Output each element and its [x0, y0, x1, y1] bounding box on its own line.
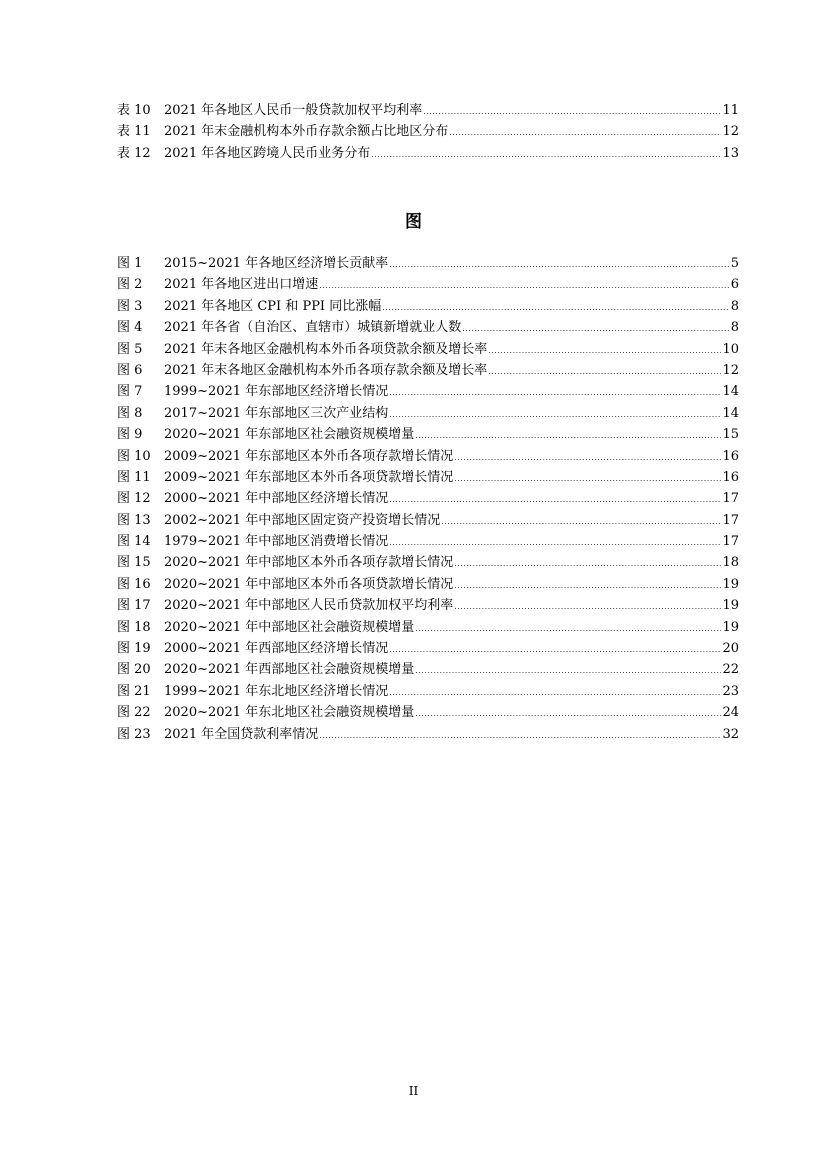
toc-entry-number: 图 10: [117, 448, 151, 464]
toc-entry-number: 表 10: [117, 103, 151, 118]
toc-entry-number: 图 19: [117, 641, 151, 657]
figure-toc-entry[interactable]: [117, 531, 739, 552]
toc-entry-page-number: 17: [722, 512, 739, 528]
toc-dot-leader: [389, 532, 721, 553]
toc-entry-number: 图 2: [117, 277, 143, 293]
toc-entry-number: 图 22: [117, 705, 151, 721]
toc-entry-page-number: 19: [722, 598, 739, 614]
toc-entry-page-number: 23: [722, 683, 739, 699]
figure-toc-entry[interactable]: [117, 638, 739, 659]
toc-entry-page-number: 18: [722, 555, 739, 571]
toc-entry-page-number: 32: [722, 726, 739, 742]
toc-dot-leader: [415, 703, 721, 724]
page-number: II: [408, 1084, 419, 1098]
toc-entry-number: 表 11: [117, 124, 151, 140]
toc-entry-title: 2020~2021 年中部地区本外币各项贷款增长情况: [164, 576, 454, 592]
toc-dot-leader: [415, 425, 721, 446]
toc-entry-number: 图 16: [117, 576, 151, 592]
toc-entry-title: 2021 年各地区人民币一般贷款加权平均利率: [164, 103, 423, 118]
figure-toc-entry[interactable]: [117, 681, 739, 702]
toc-entry-number: 图 6: [117, 362, 143, 378]
toc-entry-title: 2000~2021 年中部地区经济增长情况: [164, 491, 389, 507]
table-toc-entry[interactable]: [117, 121, 739, 142]
toc-entry-number: 图 23: [117, 726, 151, 742]
table-toc-entry[interactable]: [117, 143, 739, 164]
figure-toc-entry[interactable]: [117, 595, 739, 616]
toc-entry-page-number: 16: [722, 469, 739, 485]
toc-entry-title: 2000~2021 年西部地区经济增长情况: [164, 641, 389, 657]
toc-entry-page-number: 24: [722, 705, 739, 721]
toc-entry-title: 2002~2021 年中部地区固定资产投资增长情况: [164, 512, 441, 528]
toc-entry-page-number: 11: [722, 103, 739, 118]
toc-entry-page-number: 17: [722, 491, 739, 507]
toc-entry-title: 2020~2021 年中部地区本外币各项存款增长情况: [164, 555, 454, 571]
figure-toc-entry[interactable]: [117, 381, 739, 402]
toc-entry-number: 图 3: [117, 298, 143, 314]
toc-dot-leader: [454, 468, 721, 489]
toc-entry-title: 2021 年各省（自治区、直辖市）城镇新增就业人数: [164, 320, 462, 336]
figure-toc-entry[interactable]: [117, 574, 739, 595]
toc-dot-leader: [454, 447, 721, 468]
toc-entry-title: 2020~2021 年中部地区人民币贷款加权平均利率: [164, 598, 454, 614]
toc-dot-leader: [449, 122, 721, 143]
toc-entry-number: 图 7: [117, 384, 143, 400]
toc-entry-title: 2009~2021 年东部地区本外币各项存款增长情况: [164, 448, 454, 464]
toc-entry-number: 表 12: [117, 145, 151, 161]
toc-entry-page-number: 12: [722, 124, 739, 140]
toc-entry-page-number: 14: [722, 405, 739, 421]
toc-dot-leader: [389, 382, 721, 403]
toc-entry-number: 图 4: [117, 320, 143, 336]
table-toc-entry[interactable]: [117, 100, 739, 121]
toc-entry-number: 图 20: [117, 662, 151, 678]
figures-heading: 图: [405, 212, 422, 232]
figure-toc-entry[interactable]: [117, 296, 739, 317]
figure-toc-entry[interactable]: [117, 552, 739, 573]
toc-entry-number: 图 15: [117, 555, 151, 571]
toc-entry-page-number: 5: [730, 256, 739, 271]
toc-entry-page-number: 20: [722, 641, 739, 657]
toc-entry-page-number: 8: [730, 298, 739, 314]
figure-toc-entry[interactable]: [117, 488, 739, 509]
toc-entry-title: 2020~2021 年中部地区社会融资规模增量: [164, 619, 415, 635]
figure-toc-entry[interactable]: [117, 510, 739, 531]
toc-entry-title: 2020~2021 年东北地区社会融资规模增量: [164, 705, 415, 721]
toc-entry-title: 1999~2021 年东部地区经济增长情况: [164, 384, 389, 400]
toc-dot-leader: [389, 682, 721, 703]
toc-entry-number: 图 14: [117, 534, 151, 550]
toc-dot-leader: [389, 404, 721, 425]
figure-toc-entry[interactable]: [117, 617, 739, 638]
toc-entry-number: 图 21: [117, 683, 151, 699]
toc-entry-number: 图 1: [117, 256, 143, 271]
toc-entry-title: 1999~2021 年东北地区经济增长情况: [164, 683, 389, 699]
toc-dot-leader: [462, 318, 730, 339]
toc-dot-leader: [389, 489, 721, 510]
toc-dot-leader: [488, 340, 721, 361]
toc-dot-leader: [454, 596, 721, 617]
toc-entry-number: 图 8: [117, 405, 143, 421]
toc-entry-page-number: 15: [722, 427, 739, 443]
figure-toc-entry[interactable]: [117, 317, 739, 338]
toc-entry-title: 2017~2021 年东部地区三次产业结构: [164, 405, 389, 421]
toc-entry-title: 2021 年末各地区金融机构本外币各项贷款余额及增长率: [164, 341, 488, 357]
toc-dot-leader: [454, 553, 721, 574]
toc-entry-page-number: 17: [722, 534, 739, 550]
toc-entry-title: 2021 年各地区跨境人民币业务分布: [164, 145, 371, 161]
figure-toc-entry[interactable]: [117, 274, 739, 295]
toc-entry-page-number: 14: [722, 384, 739, 400]
toc-entry-number: 图 11: [117, 469, 151, 485]
toc-entry-page-number: 22: [722, 662, 739, 678]
toc-entry-number: 图 13: [117, 512, 151, 528]
toc-entry-number: 图 12: [117, 491, 151, 507]
toc-entry-number: 图 9: [117, 427, 143, 443]
toc-entry-page-number: 10: [722, 341, 739, 357]
figure-toc-entry[interactable]: [117, 424, 739, 445]
figure-toc-entry[interactable]: [117, 446, 739, 467]
figures-list: [117, 253, 739, 745]
figure-toc-entry[interactable]: [117, 403, 739, 424]
toc-entry-title: 2021 年末金融机构本外币存款余额占比地区分布: [164, 124, 449, 140]
toc-dot-leader: [389, 639, 721, 660]
figure-toc-entry[interactable]: [117, 467, 739, 488]
toc-entry-title: 2021 年各地区 CPI 和 PPI 同比涨幅: [164, 298, 382, 314]
toc-entry-page-number: 13: [722, 145, 739, 161]
toc-entry-page-number: 12: [722, 362, 739, 378]
toc-entry-page-number: 19: [722, 619, 739, 635]
toc-entry-title: 2021 年全国贷款利率情况: [164, 726, 319, 742]
figure-toc-entry[interactable]: [117, 724, 739, 745]
toc-entry-title: 2020~2021 年东部地区社会融资规模增量: [164, 427, 415, 443]
toc-entry-page-number: 8: [730, 320, 739, 336]
toc-dot-leader: [441, 511, 721, 532]
toc-entry-title: 1979~2021 年中部地区消费增长情况: [164, 534, 389, 550]
toc-dot-leader: [382, 297, 730, 318]
figure-toc-entry[interactable]: [117, 253, 739, 274]
toc-entry-title: 2009~2021 年东部地区本外币各项贷款增长情况: [164, 469, 454, 485]
toc-entry-number: 图 5: [117, 341, 143, 357]
toc-dot-leader: [371, 144, 721, 165]
toc-dot-leader: [488, 361, 721, 382]
figure-toc-entry[interactable]: [117, 659, 739, 680]
figure-toc-entry[interactable]: [117, 339, 739, 360]
toc-entry-number: 图 18: [117, 619, 151, 635]
toc-dot-leader: [319, 275, 730, 296]
toc-dot-leader: [423, 101, 721, 122]
toc-dot-leader: [415, 618, 721, 639]
figure-toc-entry[interactable]: [117, 360, 739, 381]
figure-toc-entry[interactable]: [117, 702, 739, 723]
toc-entry-title: 2021 年末各地区金融机构本外币各项存款余额及增长率: [164, 362, 488, 378]
toc-entry-page-number: 19: [722, 576, 739, 592]
toc-dot-leader: [389, 254, 730, 275]
toc-dot-leader: [415, 660, 721, 681]
toc-entry-title: 2015~2021 年各地区经济增长贡献率: [164, 256, 389, 271]
tables-list: [117, 100, 739, 164]
toc-entry-page-number: 6: [730, 277, 739, 293]
toc-entry-number: 图 17: [117, 598, 151, 614]
toc-entry-title: 2021 年各地区进出口增速: [164, 277, 319, 293]
toc-dot-leader: [319, 725, 721, 746]
toc-entry-title: 2020~2021 年西部地区社会融资规模增量: [164, 662, 415, 678]
toc-dot-leader: [454, 575, 721, 596]
toc-entry-page-number: 16: [722, 448, 739, 464]
